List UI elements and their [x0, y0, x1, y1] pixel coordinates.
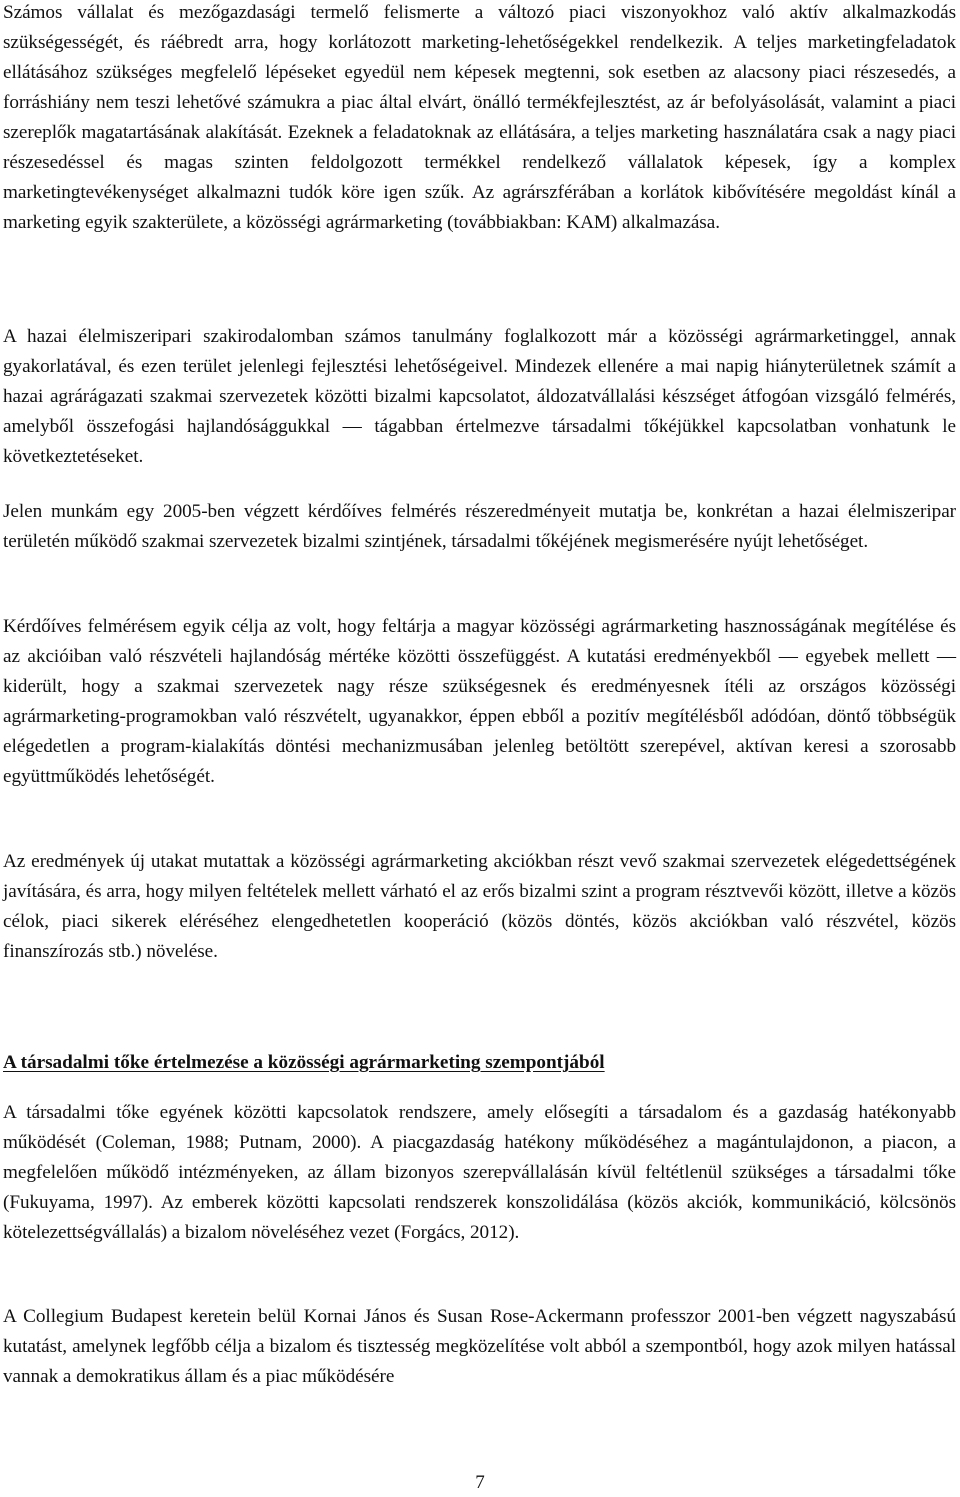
paragraph-survey-goal: Kérdőíves felmérésem egyik célja az volt, hogy feltárja a magyar közösségi agrármarketing hasznosságának megítélése és az akcióiban való részvételi hajlandóság mértéke közötti összefüggést. A kutatási eredményekből — egyebek mellett — kiderült, hogy a szakmai szervezetek nagy része szükségesnek és eredményesnek ítéli az országos közösségi agrármarketing-programokban való részvételt, ugyanakkor, éppen ebből a pozitív megítélésből adódóan, döntő többségük elégedetlen a program-kialakítás döntési mechanizmusában jelenleg betöltött szerepével, aktívan keresi a szorosabb együttműködés lehetőségét.	[3, 616, 956, 787]
document-page	[3, 0, 956, 1497]
page-number: 7	[475, 1472, 485, 1493]
paragraph-survey-scope: Jelen munkám egy 2005-ben végzett kérdőíves felmérés részeredményeit mutatja be, konkrétan a hazai élelmiszeripar területén működő szakmai szervezetek bizalmi szintjének, társadalmi tőkéjének megismerésére nyújt lehetőséget.	[3, 501, 956, 552]
paragraph-intro: Számos vállalat és mezőgazdasági termelő felismerte a változó piaci viszonyokhoz való aktív alkalmazkodás szükségességét, és ráébredt arra, hogy korlátozott marketing-lehetőségekkel rendelkezik. A teljes marketingfeladatok ellátásához szükséges megfelelő lépéseket egyedül nem képesek megtenni, sok esetben az alacsony piaci részesedés, a forráshiány nem teszi lehetővé számukra a piac által elvárt, önálló termékfejlesztést, az ár befolyásolását, valamint a piaci szereplők magatartásának alakítását. Ezeknek a feladatoknak az ellátására, a teljes marketing használatára csak a nagy piaci részesedéssel és magas szinten feldolgozott termékkel rendelkező vállalatok képesek, így a komplex marketingtevékenységet alkalmazni tudók köre igen szűk. Az agrárszférában a korlátok kibővítésére megoldást kínál a marketing egyik szakterülete, a közösségi agrármarketing (továbbiakban: KAM) alkalmazása.	[3, 2, 956, 233]
paragraph-collegium-budapest: A Collegium Budapest keretein belül Kornai János és Susan Rose-Ackermann professzor 2001-ben végzett nagyszabású kutatást, amelynek legfőbb célja a bizalom és tisztesség megközelítése volt abból a szempontból, hogy azok milyen hatással vannak a demokratikus állam és a piac működésére	[3, 1306, 956, 1387]
section-heading: A társadalmi tőke értelmezése a közösségi agrármarketing szempontjából	[3, 1052, 605, 1073]
paragraph-social-capital: A társadalmi tőke egyének közötti kapcsolatok rendszere, amely elősegíti a társadalom és a gazdaság hatékonyabb működését (Coleman, 1988; Putnam, 2000). A piacgazdaság hatékony működéséhez a magántulajdonon, a piacon, a megfelelően működő intézményeken, az állam bizonyos szerepvállalásán kívül feltétlenül szükséges a társadalmi tőke (Fukuyama, 1997). Az emberek közötti kapcsolati rendszerek konszolidálása (közös akciók, kommunikáció, kölcsönös kötelezettségvállalás) a bizalom növeléséhez vezet (Forgács, 2012).	[3, 1102, 956, 1243]
paragraph-literature: A hazai élelmiszeripari szakirodalomban számos tanulmány foglalkozott már a közösségi agrármarketinggel, annak gyakorlatával, és ezen terület jelenlegi fejlesztési lehetőségeivel. Mindezek ellenére a mai napig hiányterületnek számít a hazai agrárágazati szakmai szervezetek közötti bizalmi kapcsolatot, áldozatvállalási készséget átfogóan vizsgáló felmérés, amelyből összefogási hajlandósággukkal — tágabban értelmezve társadalmi tőkéjükkel kapcsolatban vonhatunk le következtetéseket.	[3, 326, 956, 467]
paragraph-results: Az eredmények új utakat mutattak a közösségi agrármarketing akciókban részt vevő szakmai szervezetek elégedettségének javítására, és arra, hogy milyen feltételek mellett várható el az erős bizalmi szint a program résztvevői között, illetve a közös célok, piaci sikerek eléréséhez elengedhetetlen kooperáció (közös döntés, közös akciókban való részvétel, közös finanszírozás stb.) növelése.	[3, 851, 956, 962]
